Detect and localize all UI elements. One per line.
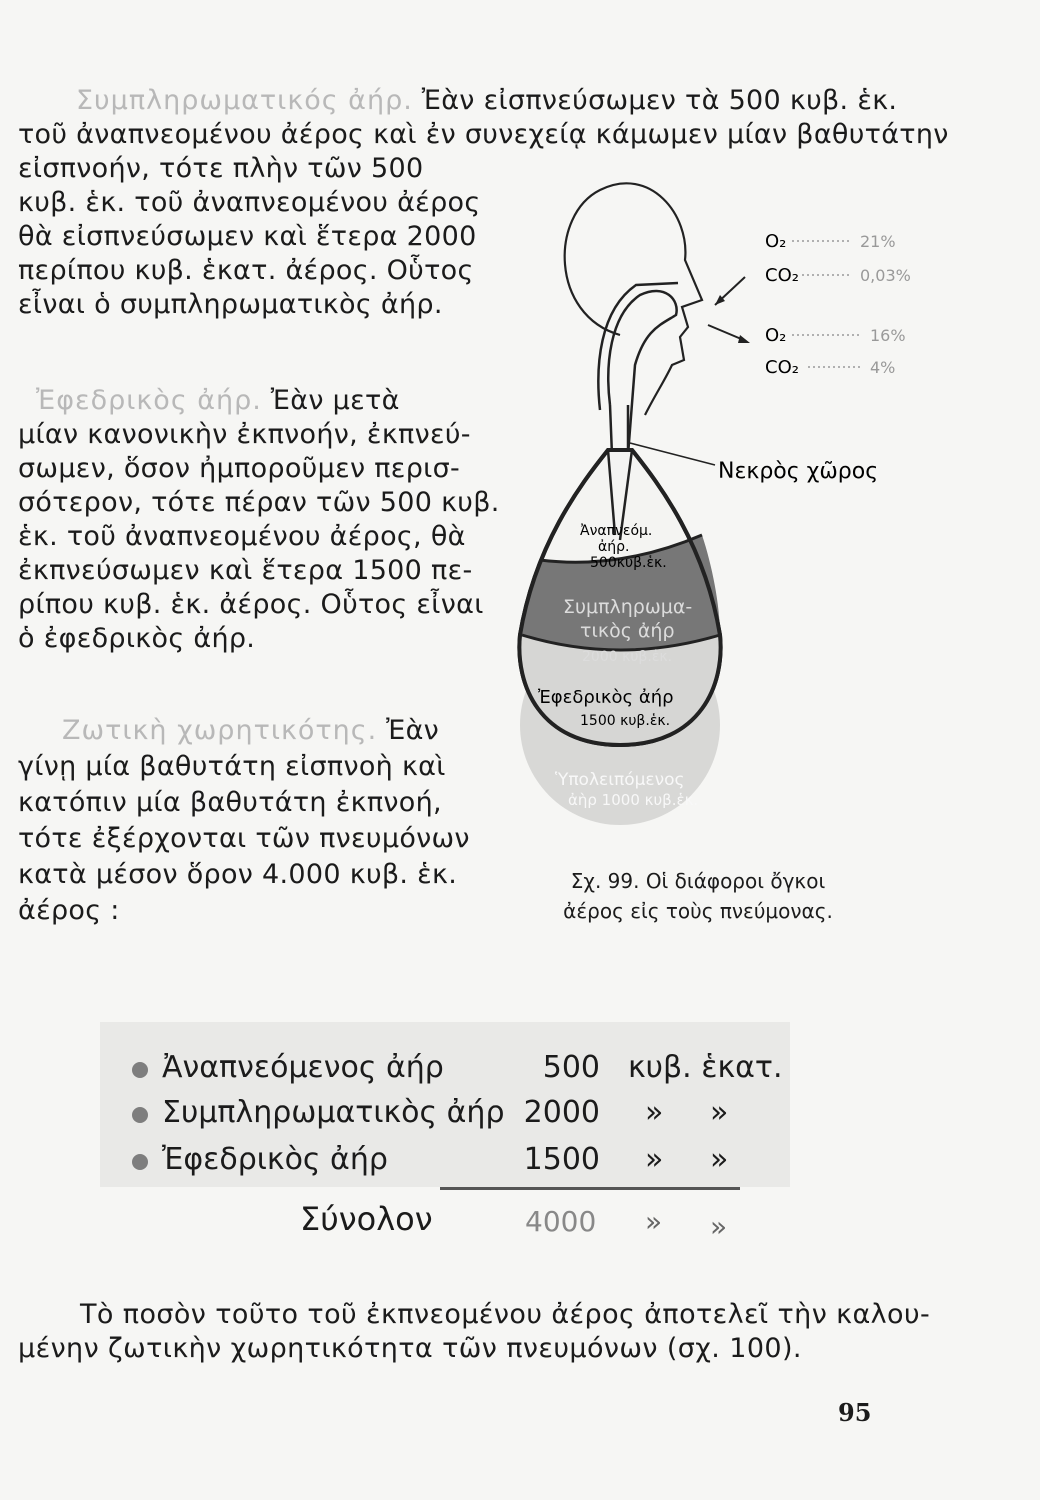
summary-row: Ἀναπνεόμενος ἀήρ 500 κυβ. ἑκατ. <box>0 1050 900 1090</box>
text-line: ρίπου κυβ. ἑκ. ἀέρος. Οὗτος εἶναι <box>18 589 484 620</box>
page-number: 95 <box>838 1398 872 1427</box>
reserve-label: 1500 κυβ.ἑκ. <box>580 713 671 729</box>
inhaled-o2: O₂ <box>765 231 787 252</box>
caption-line: ἀέρος εἰς τοὺς πνεύμονας. <box>563 899 833 923</box>
text-line: Ἐὰν μετὰ <box>270 385 400 416</box>
bullet-icon <box>132 1062 148 1078</box>
total-value: 4000 <box>525 1205 597 1238</box>
heading-vital-capacity: Ζωτικὴ χωρητικότης. <box>62 715 378 746</box>
airway-outer <box>608 291 676 455</box>
text-line: περίπου κυβ. ἑκατ. ἀέρος. Οὗτος <box>18 255 474 286</box>
text-line: σωμεν, ὅσον ἠμποροῦμεν περισ- <box>18 453 461 484</box>
text-line: ἐκπνεύσωμεν καὶ ἕτερα 1500 πε- <box>18 555 473 586</box>
reserve-label: Ἐφεδρικὸς ἀήρ <box>538 687 674 708</box>
sum-line <box>440 1187 740 1190</box>
text-line: κατόπιν μία βαθυτάτη ἐκπνοή, <box>18 787 442 818</box>
text-line: ὁ ἐφεδρικὸς ἀήρ. <box>18 623 256 654</box>
total-ditto: » <box>645 1205 663 1238</box>
text-line: μίαν κανονικὴν ἐκπνοήν, ἐκπνεύ- <box>18 419 471 450</box>
complemental-label: Συμπληρωμα- <box>563 596 693 618</box>
text-line: Ἐὰν εἰσπνεύσωμεν τὰ 500 κυβ. ἑκ. <box>421 85 898 116</box>
total-ditto: » <box>710 1210 728 1243</box>
text-line: εἰσπνοήν, τότε πλὴν τῶν 500 <box>18 153 424 184</box>
text-line: τότε ἐξέρχονται τῶν πνευμόνων <box>18 823 470 854</box>
exhaled-co2: CO₂ <box>765 357 799 378</box>
closing-line: μένην ζωτικὴν χωρητικότητα τῶν πνευμόνων (σχ. 100). <box>18 1333 802 1364</box>
text-line: ἑκ. τοῦ ἀναπνεομένου ἀέρος, θὰ <box>18 521 466 552</box>
inhaled-co2-pct: 0,03% <box>860 266 911 285</box>
residual-label: ἀὴρ 1000 κυβ.ἑκ. <box>568 791 699 809</box>
trachea <box>610 405 628 455</box>
tidal-label: 500κυβ.ἑκ. <box>590 555 667 571</box>
text-line: κατὰ μέσον ὅρον 4.000 κυβ. ἑκ. <box>18 859 458 890</box>
exhaled-o2: O₂ <box>765 325 787 346</box>
bullet-icon <box>132 1107 148 1123</box>
text-line: εἶναι ὁ συμπληρωματικὸς ἀήρ. <box>18 289 443 320</box>
text-line: κυβ. ἑκ. τοῦ ἀναπνεομένου ἀέρος <box>18 187 481 218</box>
text-line: θὰ εἰσπνεύσωμεν καὶ ἕτερα 2000 <box>18 221 477 252</box>
total-label: Σύνολον <box>300 1200 433 1238</box>
figure-caption <box>548 866 848 926</box>
tidal-label: ἀήρ. <box>598 539 630 555</box>
residual-label: Ὑπολειπόμενος <box>555 770 685 790</box>
text-line: γίνῃ μία βαθυτάτη εἰσπνοὴ καὶ <box>18 751 446 782</box>
heading-reserve-air: Ἐφεδρικὸς ἀήρ. <box>36 385 262 416</box>
summary-row: Ἐφεδρικὸς ἀήρ 1500 » » <box>0 1142 900 1182</box>
complemental-label: τικὸς ἀήρ <box>580 620 675 642</box>
dead-space-label: Νεκρὸς χῶρος <box>718 459 879 484</box>
lung-volume-figure <box>440 165 940 855</box>
bullet-icon <box>132 1154 148 1170</box>
summary-row: Συμπληρωματικὸς ἀήρ 2000 » » <box>0 1095 900 1135</box>
tidal-label: Ἀναπνεόμ. <box>580 523 653 539</box>
inhaled-o2-pct: 21% <box>860 232 896 251</box>
heading-complemental-air: Συμπληρωματικός ἀήρ. <box>76 85 413 116</box>
text-line: Ἐὰν <box>386 715 440 746</box>
text-line: σότερον, τότε πέραν τῶν 500 κυβ. <box>18 487 500 518</box>
complemental-label: 2000 κυβ.ἑκ. <box>582 649 673 665</box>
inhaled-co2: CO₂ <box>765 265 799 286</box>
text-line: ἀέρος : <box>18 895 120 926</box>
exhaled-o2-pct: 16% <box>870 326 906 345</box>
caption-line: Σχ. 99. Οἱ διάφοροι ὄγκοι <box>570 869 826 893</box>
exhaled-co2-pct: 4% <box>870 358 896 377</box>
text-line: τοῦ ἀναπνεομένου ἀέρος καὶ ἐν συνεχείᾳ κάμωμεν μίαν βαθυτάτην <box>18 119 949 150</box>
closing-line: Τὸ ποσὸν τοῦτο τοῦ ἐκπνεομένου ἀέρος ἀποτελεῖ τὴν καλου- <box>80 1299 931 1330</box>
